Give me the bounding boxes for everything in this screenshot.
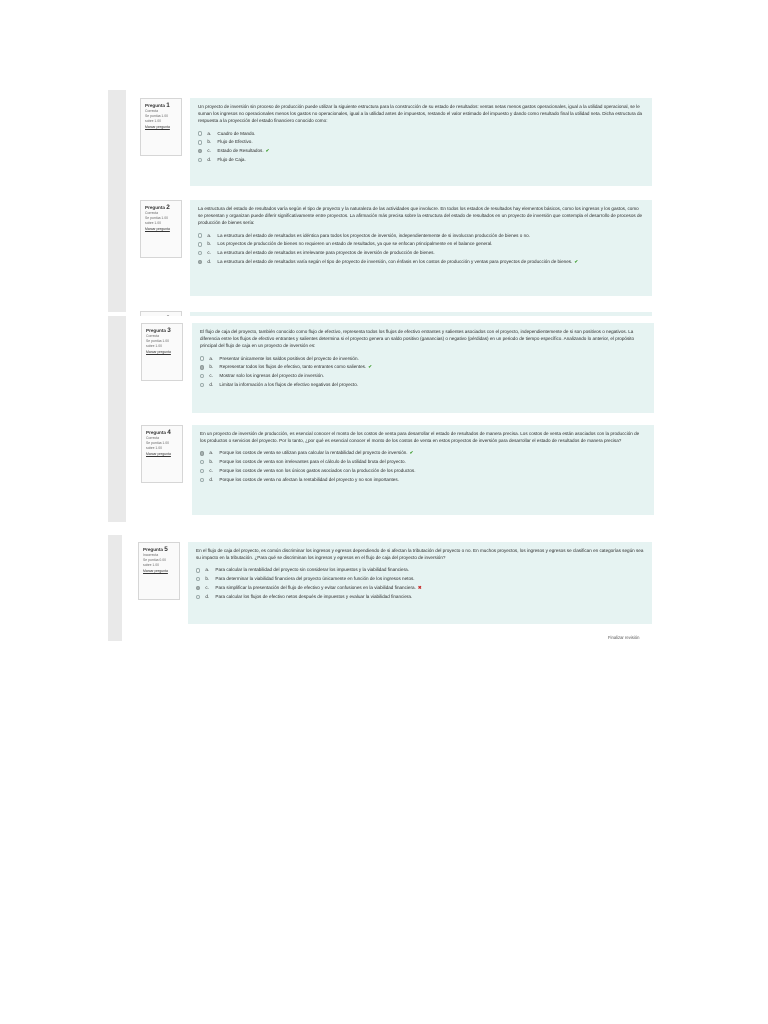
- answer-option[interactable]: [198, 148, 644, 154]
- answer-options: [196, 567, 644, 600]
- question-title: Pregunta 3: [146, 327, 171, 334]
- question-box-1: [190, 98, 652, 186]
- radio-button[interactable]: [196, 568, 200, 572]
- radio-button[interactable]: [198, 158, 202, 162]
- option-text: Flujo de Efectivo.: [217, 139, 253, 145]
- finish-review-link[interactable]: Finalizar revisión: [608, 635, 640, 640]
- option-letter: c.: [209, 468, 213, 473]
- question-title: Pregunta 5: [143, 546, 168, 553]
- radio-button[interactable]: [200, 478, 204, 482]
- radio-button[interactable]: [196, 595, 200, 599]
- question-box-3: [192, 323, 654, 413]
- flag-question-link[interactable]: Marcar pregunta: [145, 226, 170, 231]
- page-left-strip: [108, 316, 126, 522]
- flag-question-link[interactable]: Marcar pregunta: [146, 451, 171, 456]
- answer-option[interactable]: [200, 364, 646, 370]
- answer-option[interactable]: [198, 157, 644, 163]
- answer-options: [198, 233, 644, 266]
- answer-option[interactable]: [196, 567, 644, 573]
- question-status: Correcta: [146, 334, 160, 338]
- radio-button[interactable]: [200, 365, 204, 369]
- option-text: Para calcular la rentabilidad del proyecto sin considerar los impuestos y la viabilidad financiera.: [215, 567, 409, 573]
- answer-option[interactable]: [200, 450, 646, 456]
- question-status: Correcta: [145, 211, 159, 215]
- page-left-strip: [108, 90, 126, 312]
- question-text: La estructura del estado de resultados varía según el tipo de proyecto y la naturaleza de las actividades que involucre. En todos los estados de resultados hay elementos básicos, como los ingresos y los gastos, como se presentan y organizan puede diferir significativamente entre proyectos. La afirmación más precisa sobre la estructura del estado de resultados en un proyecto de inversión que contempla el desarrollo de procesos de producción de bienes sería:: [198, 206, 643, 226]
- answer-option[interactable]: [200, 373, 646, 379]
- radio-button[interactable]: [198, 149, 202, 153]
- question-score: Se puntúa 1.00 sobre 1.00: [146, 339, 170, 349]
- option-text: Cuadro de Mando.: [217, 130, 256, 136]
- question-title: Pregunta 2: [145, 204, 170, 211]
- option-text: Para determinar la viabilidad financiera del proyecto únicamente en función de los ingresos netos.: [215, 576, 415, 582]
- question-info-4: [141, 425, 183, 483]
- question-text: El flujo de caja del proyecto, también conocido como flujo de efectivo, representa todos los flujos de efectivo entrantes y salientes asociados con el proyecto, independientemente de si son positivos o negativos. La diferencia entre los flujos de efectivo entrantes y salientes determina si el proyecto genera un saldo positivo (ganancias) o negativo (pérdidas) en un periodo de tiempo específico. Analizando lo anterior, el propósito principal del flujo de caja en un proyecto de inversión es:: [200, 329, 635, 349]
- question-text: Un proyecto de inversión sin proceso de producción puede utilizar la siguiente estructura para la construcción de su estado de resultados: ventas netas menos gastos operacionales, igual a la utilidad operacional, se le suman los ingresos no operacionales menos los gastos no operacionales, igual a la utilidad antes de impuestos, restando el valor estimado del impuesto y dando como resultado final la utilidad neta. Dicha estructura da respuesta a la proyección del estado financiero conocido como:: [198, 104, 643, 124]
- correct-check-icon: ✔: [368, 364, 373, 370]
- page-left-strip: [108, 535, 122, 641]
- option-text: Flujo de Caja.: [217, 157, 246, 162]
- option-letter: d.: [207, 157, 212, 162]
- radio-button[interactable]: [198, 242, 202, 246]
- option-text: Porque los costos de venta no afectan la rentabilidad del proyecto y no son importantes.: [219, 476, 399, 482]
- option-text: Estado de Resultados. ✔: [217, 148, 270, 154]
- option-letter: a.: [207, 232, 212, 238]
- answer-option[interactable]: [198, 131, 644, 137]
- answer-options: [200, 450, 646, 483]
- option-letter: a.: [205, 567, 210, 573]
- radio-button[interactable]: [198, 251, 202, 255]
- option-letter: b.: [209, 364, 214, 370]
- question-title: Pregunta 1: [145, 102, 170, 109]
- radio-button[interactable]: [200, 460, 204, 464]
- radio-button[interactable]: [200, 469, 204, 473]
- answer-option[interactable]: [198, 241, 644, 247]
- option-letter: d.: [209, 476, 214, 482]
- option-text: Presentar únicamente los saldos positivos del proyecto de inversión.: [219, 355, 359, 361]
- option-text: La estructura del estado de resultados es idéntica para todos los proyectos de inversión, independientemente de si involucran producción de bienes o no.: [217, 232, 530, 238]
- option-letter: a.: [209, 450, 214, 456]
- option-letter: a.: [209, 355, 214, 361]
- question-status: Correcta: [145, 109, 159, 113]
- flag-question-link[interactable]: Marcar pregunta: [145, 124, 170, 129]
- question-text: En el flujo de caja del proyecto, es común discriminar los ingresos y egresos dependiendo de si afectan la tributación del proyecto o no. En muchos proyectos, los ingresos y egresos se clasifican en categorías según sea su impacto en la tributación. ¿Para qué se discriminan los ingresos y egresos en el flujo de caja del proyecto de inversión?: [196, 548, 644, 561]
- answer-options: [200, 356, 646, 389]
- option-letter: b.: [209, 459, 214, 465]
- option-text: Para calcular los flujos de efectivo netos después de impuestos y evaluar la viabilidad financiera.: [215, 593, 413, 599]
- option-letter: d.: [205, 593, 210, 599]
- flag-question-link[interactable]: Marcar pregunta: [146, 349, 171, 354]
- option-text: Porque los costos de venta son los únicos gastos asociados con la producción de los productos.: [219, 468, 416, 473]
- question-info-3: [141, 323, 183, 381]
- answer-option[interactable]: [198, 250, 644, 256]
- question-title: Pregunta 4: [146, 429, 171, 436]
- radio-button[interactable]: [196, 586, 200, 590]
- radio-button[interactable]: [198, 260, 202, 264]
- question-score: Se puntúa 0.00 sobre 1.00: [143, 558, 167, 568]
- answer-option[interactable]: [200, 356, 646, 362]
- question-info-1: [140, 98, 182, 156]
- option-text: Porque los costos de venta se utilizan para calcular la rentabilidad del proyecto de inversión. ✔: [219, 450, 414, 456]
- radio-button[interactable]: [200, 374, 204, 378]
- option-letter: c.: [207, 148, 211, 154]
- option-letter: b.: [207, 139, 212, 145]
- question-score: Se puntúa 1.00 sobre 1.00: [145, 216, 169, 226]
- flag-question-link[interactable]: Marcar pregunta: [143, 568, 168, 573]
- correct-check-icon: ✔: [409, 450, 414, 456]
- question-box-4: [192, 425, 654, 515]
- option-letter: c.: [207, 250, 211, 256]
- option-letter: d.: [209, 382, 214, 387]
- option-letter: a.: [207, 130, 212, 136]
- correct-check-icon: ✔: [574, 259, 579, 264]
- answer-option[interactable]: [200, 459, 646, 465]
- option-text: Representar todos los flujos de efectivo, tanto entrantes como salientes. ✔: [219, 364, 373, 370]
- answer-option[interactable]: [198, 139, 644, 145]
- option-text: Los proyectos de producción de bienes no requieren un estado de resultados, ya que se enfocan principalmente en el balance general.: [217, 241, 493, 247]
- answer-option[interactable]: [200, 382, 646, 388]
- option-letter: c.: [205, 585, 209, 590]
- radio-button[interactable]: [196, 577, 200, 581]
- option-text: Porque los costos de venta son irrelevantes para el cálculo de la utilidad bruta del proyecto.: [219, 459, 406, 465]
- option-text: Limitar la información a los flujos de efectivo negativos del proyecto.: [219, 382, 359, 387]
- answer-option[interactable]: [200, 477, 646, 483]
- question-score: Se puntúa 1.00 sobre 1.00: [145, 114, 169, 124]
- answer-option[interactable]: [198, 259, 644, 265]
- option-letter: b.: [207, 241, 212, 247]
- answer-option[interactable]: [196, 576, 644, 582]
- question-info-2: [140, 200, 182, 258]
- radio-button[interactable]: [200, 356, 204, 360]
- radio-button[interactable]: [198, 233, 202, 237]
- option-text: La estructura del estado de resultados es irrelevante para proyectos de inversión de producción de bienes.: [217, 250, 435, 256]
- option-letter: d.: [207, 259, 212, 264]
- answer-option[interactable]: [200, 468, 646, 474]
- radio-button[interactable]: [198, 140, 202, 144]
- question-status: Incorrecta: [143, 553, 159, 557]
- question-score: Se puntúa 1.00 sobre 1.00: [146, 441, 170, 451]
- answer-option[interactable]: [196, 594, 644, 600]
- correct-check-icon: ✔: [265, 148, 270, 154]
- option-text: Mostrar solo los ingresos del proyecto de inversión.: [219, 373, 325, 379]
- question-info-5: [138, 542, 180, 600]
- option-letter: c.: [209, 373, 213, 379]
- answer-options: [198, 131, 644, 164]
- radio-button[interactable]: [200, 451, 204, 455]
- radio-button[interactable]: [198, 131, 202, 135]
- option-text: La estructura del estado de resultados varía según el tipo de proyecto de inversión, con énfasis en los costos de producción y ventas para proyectos de producción de bienes. ✔: [217, 259, 579, 264]
- question-box-2: [190, 200, 652, 296]
- question-box-5: [188, 542, 652, 624]
- option-letter: b.: [205, 576, 210, 582]
- radio-button[interactable]: [200, 383, 204, 387]
- answer-option[interactable]: [196, 585, 644, 591]
- question-text: En un proyecto de inversión de producción, es esencial conocer el monto de los costos de venta para desarrollar el estado de resultados de manera precisa. Los costos de venta están asociados con la producción de los productos o servicios del proyecto. Por lo tanto, ¿por qué es esencial conocer el monto de los costos de venta en estos proyectos de inversión para desarrollar el estado de resultados de manera precisa?: [200, 431, 640, 444]
- question-status: Correcta: [146, 436, 160, 440]
- option-text: Para simplificar la presentación del flujo de efectivo y evitar confusiones en la viabilidad financiera. ✖: [215, 585, 422, 590]
- answer-option[interactable]: [198, 233, 644, 239]
- incorrect-x-icon: ✖: [417, 585, 422, 590]
